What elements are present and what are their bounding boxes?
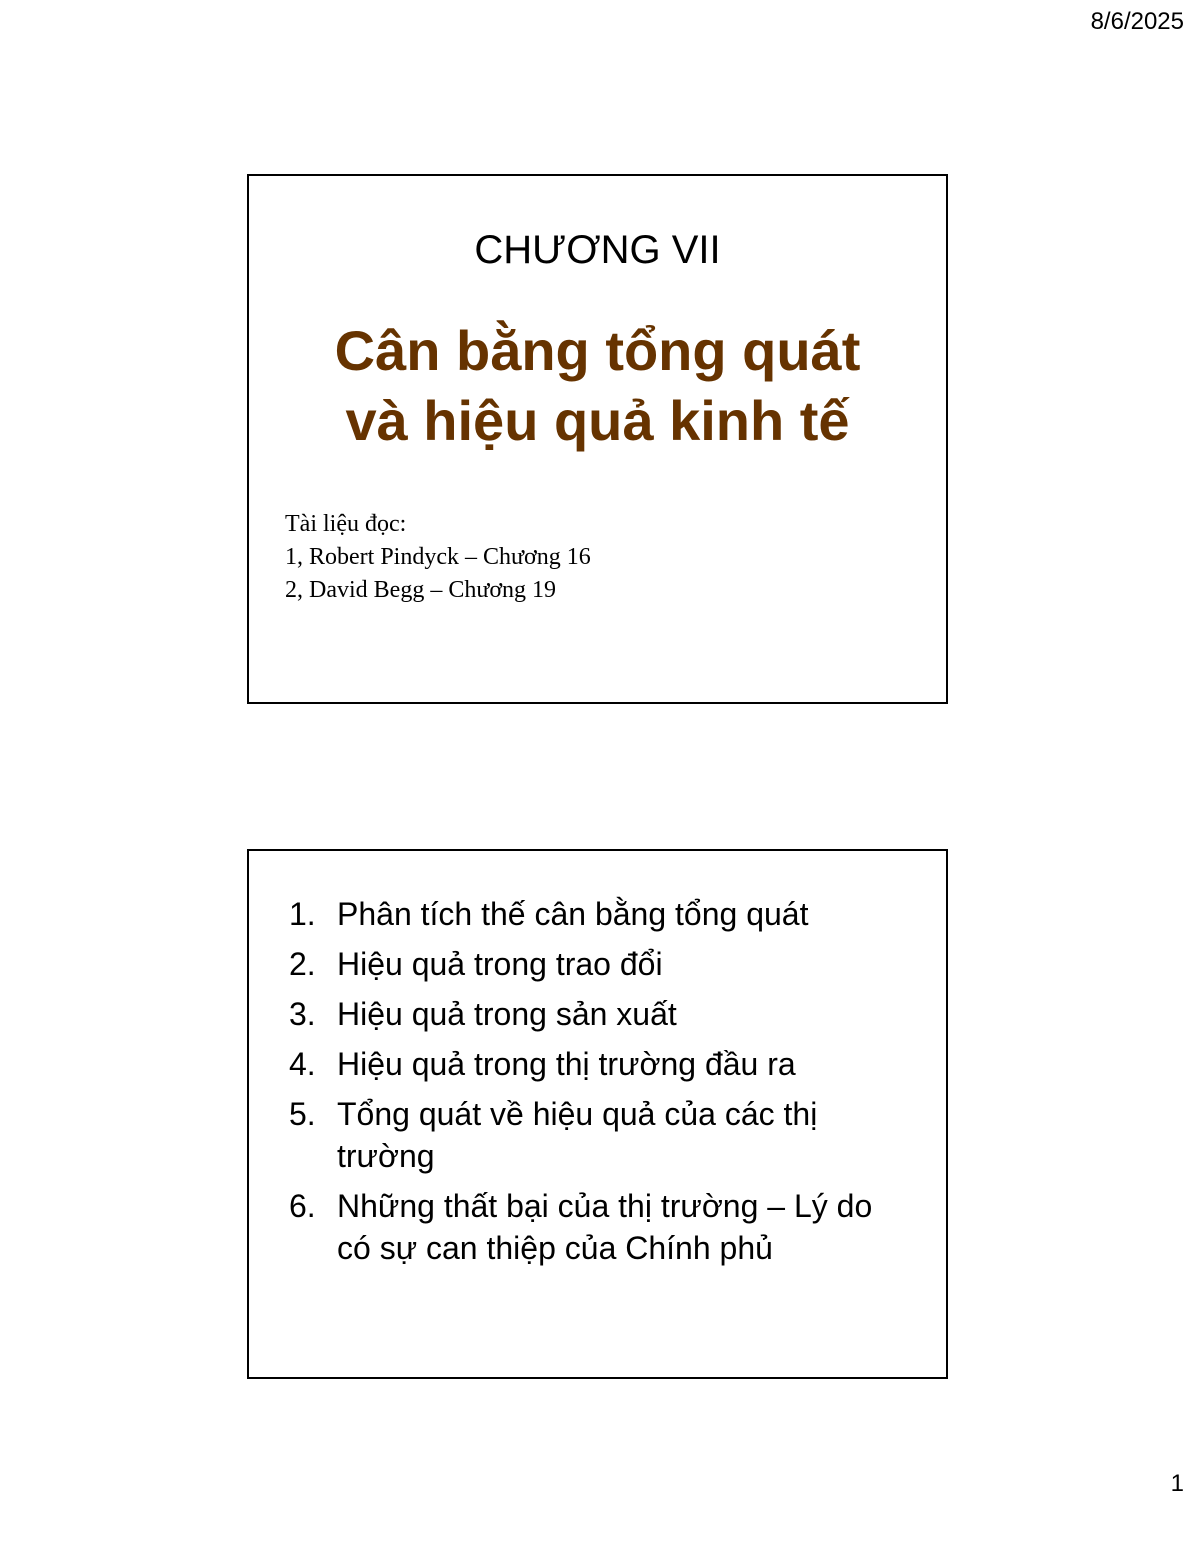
reading-list — [285, 508, 591, 607]
contents-item-number: 1. — [289, 896, 316, 932]
page-date: 8/6/2025 — [1090, 8, 1184, 35]
contents-item-number: 4. — [289, 1046, 316, 1082]
slide-contents — [247, 849, 948, 1379]
reading-item: 1, Robert Pindyck – Chương 16 — [285, 544, 591, 570]
contents-item-text: Tổng quát về hiệu quả của các thị trường — [337, 1096, 818, 1174]
contents-item-number: 6. — [289, 1188, 316, 1224]
contents-item-text: Những thất bại của thị trường – Lý do có sự can thiệp của Chính phủ — [337, 1188, 873, 1266]
contents-item — [289, 1043, 909, 1085]
contents-item-text: Hiệu quả trong trao đổi — [337, 946, 663, 982]
reading-heading: Tài liệu đọc: — [285, 511, 407, 537]
contents-item-number: 3. — [289, 996, 316, 1032]
page-number: 1 — [1170, 1470, 1184, 1497]
contents-item-text: Hiệu quả trong sản xuất — [337, 996, 677, 1032]
slide-title — [247, 174, 948, 704]
contents-list — [289, 893, 909, 1277]
contents-item-text: Hiệu quả trong thị trường đầu ra — [337, 1046, 796, 1082]
contents-item — [289, 1093, 909, 1177]
contents-item-text: Phân tích thế cân bằng tổng quát — [337, 896, 809, 932]
chapter-title-line-2: và hiệu quả kinh tế — [345, 389, 850, 452]
contents-item — [289, 1185, 909, 1269]
chapter-title — [249, 316, 946, 456]
contents-item — [289, 943, 909, 985]
chapter-label: CHƯƠNG VII — [474, 228, 721, 272]
contents-item — [289, 893, 909, 935]
contents-item — [289, 993, 909, 1035]
reading-item: 2, David Begg – Chương 19 — [285, 577, 557, 603]
contents-item-number: 5. — [289, 1096, 316, 1132]
contents-item-number: 2. — [289, 946, 316, 982]
chapter-title-line-1: Cân bằng tổng quát — [334, 319, 861, 382]
